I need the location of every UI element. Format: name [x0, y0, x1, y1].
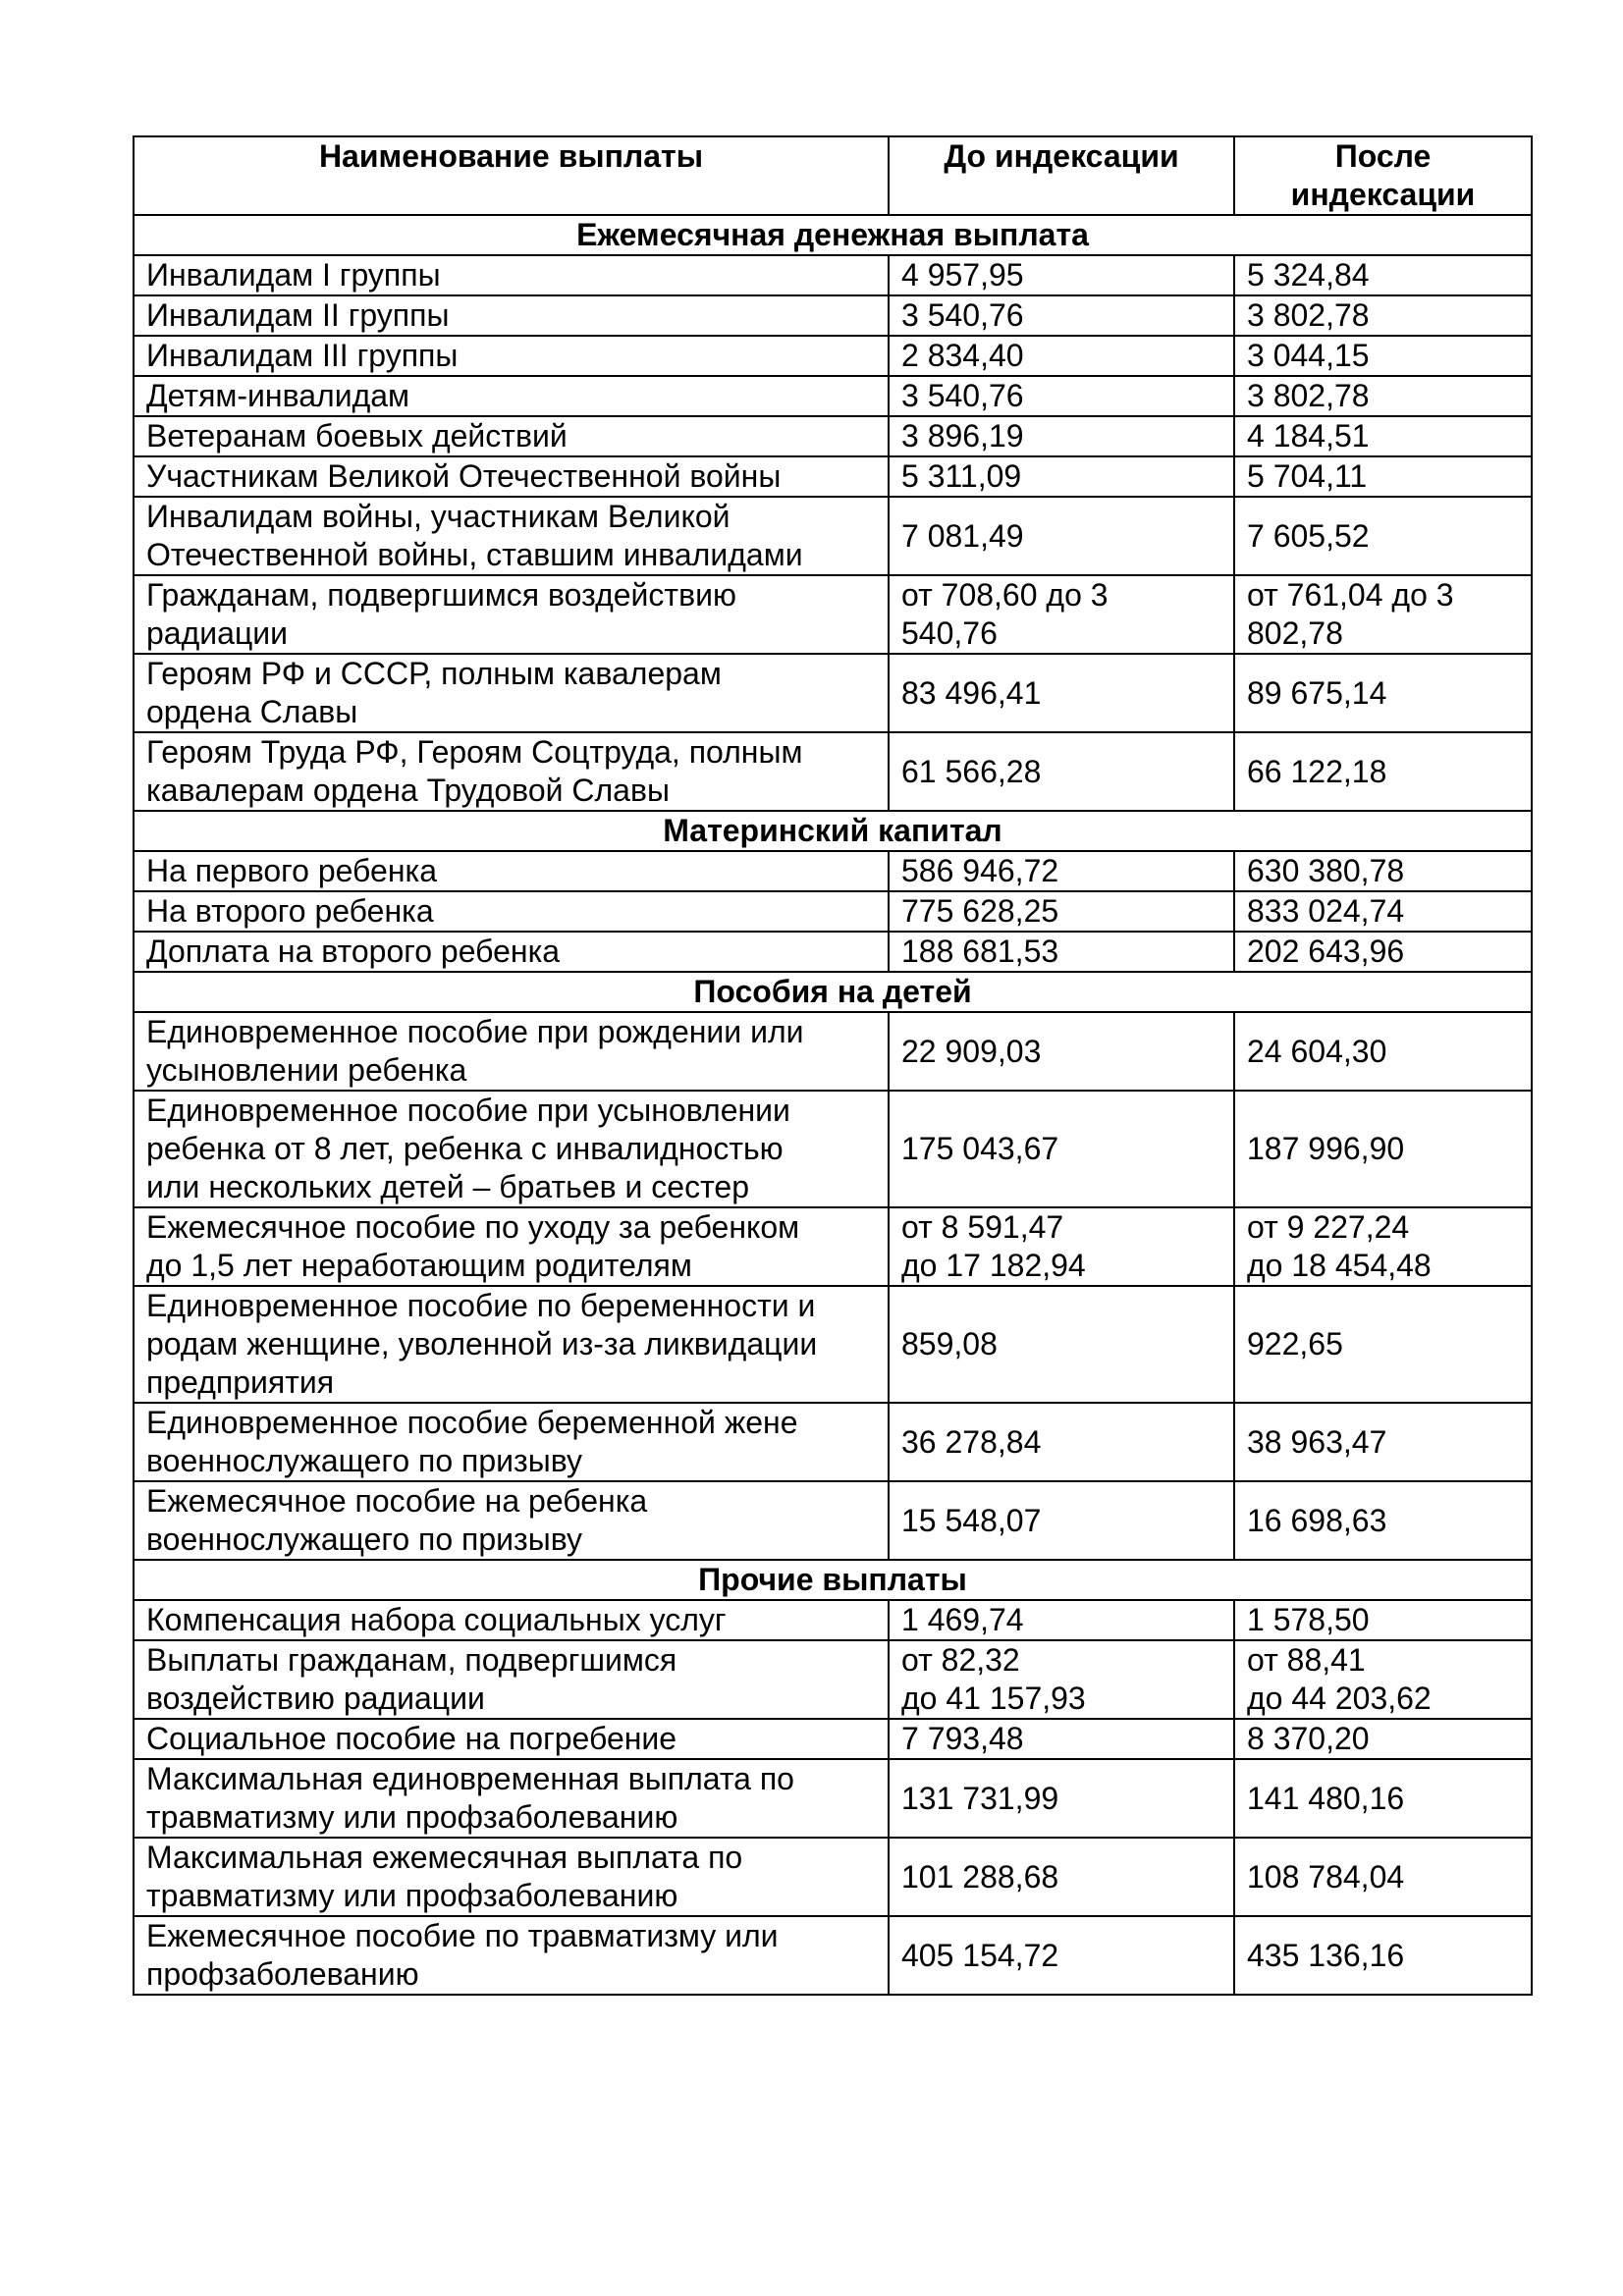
before-indexation-cell: 2 834,40 [889, 336, 1234, 376]
before-indexation-cell: 15 548,07 [889, 1481, 1234, 1560]
after-indexation-cell: 5 704,11 [1234, 456, 1532, 497]
before-indexation-cell: 3 540,76 [889, 376, 1234, 416]
table-body [134, 215, 1532, 1995]
payment-name-cell: Героям РФ и СССР, полным кавалерам ордена Славы [134, 654, 889, 732]
table-row [134, 1640, 1532, 1719]
after-indexation-cell: от 9 227,24 до 18 454,48 [1234, 1207, 1532, 1286]
before-indexation-cell: 405 154,72 [889, 1916, 1234, 1995]
payment-name-cell: Единовременное пособие беременной жене военнослужащего по призыву [134, 1403, 889, 1481]
before-indexation-cell: 775 628,25 [889, 891, 1234, 932]
after-indexation-cell: 7 605,52 [1234, 497, 1532, 575]
table-row [134, 456, 1532, 497]
after-indexation-cell: 3 802,78 [1234, 295, 1532, 336]
after-indexation-cell: 3 802,78 [1234, 376, 1532, 416]
section-title: Материнский капитал [134, 811, 1532, 851]
payment-name-cell: Максимальная единовременная выплата по травматизму или профзаболеванию [134, 1759, 889, 1838]
section-title: Пособия на детей [134, 972, 1532, 1012]
table-row [134, 932, 1532, 972]
payments-table [133, 135, 1533, 1996]
after-indexation-cell: 8 370,20 [1234, 1719, 1532, 1759]
table-row [134, 1759, 1532, 1838]
payment-name-cell: На первого ребенка [134, 851, 889, 891]
after-indexation-cell: 38 963,47 [1234, 1403, 1532, 1481]
header-name: Наименование выплаты [134, 136, 889, 215]
header-after: После индексации [1234, 136, 1532, 215]
payment-name-cell: Максимальная ежемесячная выплата по травматизму или профзаболеванию [134, 1838, 889, 1916]
payment-name-cell: Участникам Великой Отечественной войны [134, 456, 889, 497]
payment-name-cell: Героям Труда РФ, Героям Соцтруда, полным кавалерам ордена Трудовой Славы [134, 732, 889, 811]
table-row [134, 1207, 1532, 1286]
header-row [134, 136, 1532, 215]
section-row [134, 1560, 1532, 1600]
table-row [134, 1719, 1532, 1759]
section-row [134, 215, 1532, 255]
table-row [134, 1403, 1532, 1481]
table-row [134, 1600, 1532, 1640]
before-indexation-cell: 22 909,03 [889, 1012, 1234, 1091]
table-row [134, 1012, 1532, 1091]
payment-name-cell: Инвалидам войны, участникам Великой Отечественной войны, ставшим инвалидами [134, 497, 889, 575]
before-indexation-cell: 586 946,72 [889, 851, 1234, 891]
section-title: Ежемесячная денежная выплата [134, 215, 1532, 255]
table-row [134, 255, 1532, 295]
before-indexation-cell: от 82,32 до 41 157,93 [889, 1640, 1234, 1719]
table-row [134, 654, 1532, 732]
table-row [134, 1838, 1532, 1916]
payment-name-cell: Инвалидам I группы [134, 255, 889, 295]
table-row [134, 575, 1532, 654]
before-indexation-cell: 83 496,41 [889, 654, 1234, 732]
table-row [134, 1916, 1532, 1995]
before-indexation-cell: 859,08 [889, 1286, 1234, 1403]
after-indexation-cell: 5 324,84 [1234, 255, 1532, 295]
after-indexation-cell: 4 184,51 [1234, 416, 1532, 456]
before-indexation-cell: 4 957,95 [889, 255, 1234, 295]
before-indexation-cell: 188 681,53 [889, 932, 1234, 972]
payment-name-cell: Единовременное пособие по беременности и родам женщине, уволенной из-за ликвидации предприятия [134, 1286, 889, 1403]
before-indexation-cell: 7 793,48 [889, 1719, 1234, 1759]
payment-name-cell: Выплаты гражданам, подвергшимся воздействию радиации [134, 1640, 889, 1719]
payment-name-cell: Ветеранам боевых действий [134, 416, 889, 456]
table-row [134, 732, 1532, 811]
after-indexation-cell: 66 122,18 [1234, 732, 1532, 811]
after-indexation-cell: 108 784,04 [1234, 1838, 1532, 1916]
after-indexation-cell: 16 698,63 [1234, 1481, 1532, 1560]
before-indexation-cell: 3 540,76 [889, 295, 1234, 336]
payment-name-cell: На второго ребенка [134, 891, 889, 932]
table-row [134, 416, 1532, 456]
section-row [134, 972, 1532, 1012]
payment-name-cell: Гражданам, подвергшимся воздействию радиации [134, 575, 889, 654]
table-header [134, 136, 1532, 215]
table-row [134, 891, 1532, 932]
payment-name-cell: Доплата на второго ребенка [134, 932, 889, 972]
after-indexation-cell: 630 380,78 [1234, 851, 1532, 891]
header-before: До индексации [889, 136, 1234, 215]
before-indexation-cell: 5 311,09 [889, 456, 1234, 497]
section-title: Прочие выплаты [134, 1560, 1532, 1600]
table-row [134, 376, 1532, 416]
after-indexation-cell: от 761,04 до 3 802,78 [1234, 575, 1532, 654]
before-indexation-cell: 175 043,67 [889, 1091, 1234, 1207]
table-row [134, 497, 1532, 575]
table-row [134, 1286, 1532, 1403]
after-indexation-cell: 187 996,90 [1234, 1091, 1532, 1207]
after-indexation-cell: 435 136,16 [1234, 1916, 1532, 1995]
before-indexation-cell: 36 278,84 [889, 1403, 1234, 1481]
table-row [134, 851, 1532, 891]
after-indexation-cell: 141 480,16 [1234, 1759, 1532, 1838]
table-row [134, 295, 1532, 336]
payment-name-cell: Детям-инвалидам [134, 376, 889, 416]
payment-name-cell: Ежемесячное пособие на ребенка военнослужащего по призыву [134, 1481, 889, 1560]
payment-name-cell: Социальное пособие на погребение [134, 1719, 889, 1759]
payment-name-cell: Ежемесячное пособие по травматизму или профзаболеванию [134, 1916, 889, 1995]
before-indexation-cell: от 708,60 до 3 540,76 [889, 575, 1234, 654]
table-row [134, 336, 1532, 376]
table-row [134, 1091, 1532, 1207]
after-indexation-cell: 89 675,14 [1234, 654, 1532, 732]
payment-name-cell: Ежемесячное пособие по уходу за ребенком до 1,5 лет неработающим родителям [134, 1207, 889, 1286]
payment-name-cell: Компенсация набора социальных услуг [134, 1600, 889, 1640]
before-indexation-cell: 3 896,19 [889, 416, 1234, 456]
before-indexation-cell: 131 731,99 [889, 1759, 1234, 1838]
payment-name-cell: Инвалидам II группы [134, 295, 889, 336]
after-indexation-cell: 3 044,15 [1234, 336, 1532, 376]
payment-name-cell: Инвалидам III группы [134, 336, 889, 376]
after-indexation-cell: 202 643,96 [1234, 932, 1532, 972]
after-indexation-cell: 1 578,50 [1234, 1600, 1532, 1640]
after-indexation-cell: от 88,41 до 44 203,62 [1234, 1640, 1532, 1719]
before-indexation-cell: 101 288,68 [889, 1838, 1234, 1916]
after-indexation-cell: 24 604,30 [1234, 1012, 1532, 1091]
before-indexation-cell: 1 469,74 [889, 1600, 1234, 1640]
after-indexation-cell: 922,65 [1234, 1286, 1532, 1403]
payment-name-cell: Единовременное пособие при усыновлении ребенка от 8 лет, ребенка с инвалидностью или нескольких детей – братьев и сестер [134, 1091, 889, 1207]
after-indexation-cell: 833 024,74 [1234, 891, 1532, 932]
table-row [134, 1481, 1532, 1560]
section-row [134, 811, 1532, 851]
before-indexation-cell: 61 566,28 [889, 732, 1234, 811]
before-indexation-cell: 7 081,49 [889, 497, 1234, 575]
payment-name-cell: Единовременное пособие при рождении или усыновлении ребенка [134, 1012, 889, 1091]
before-indexation-cell: от 8 591,47 до 17 182,94 [889, 1207, 1234, 1286]
